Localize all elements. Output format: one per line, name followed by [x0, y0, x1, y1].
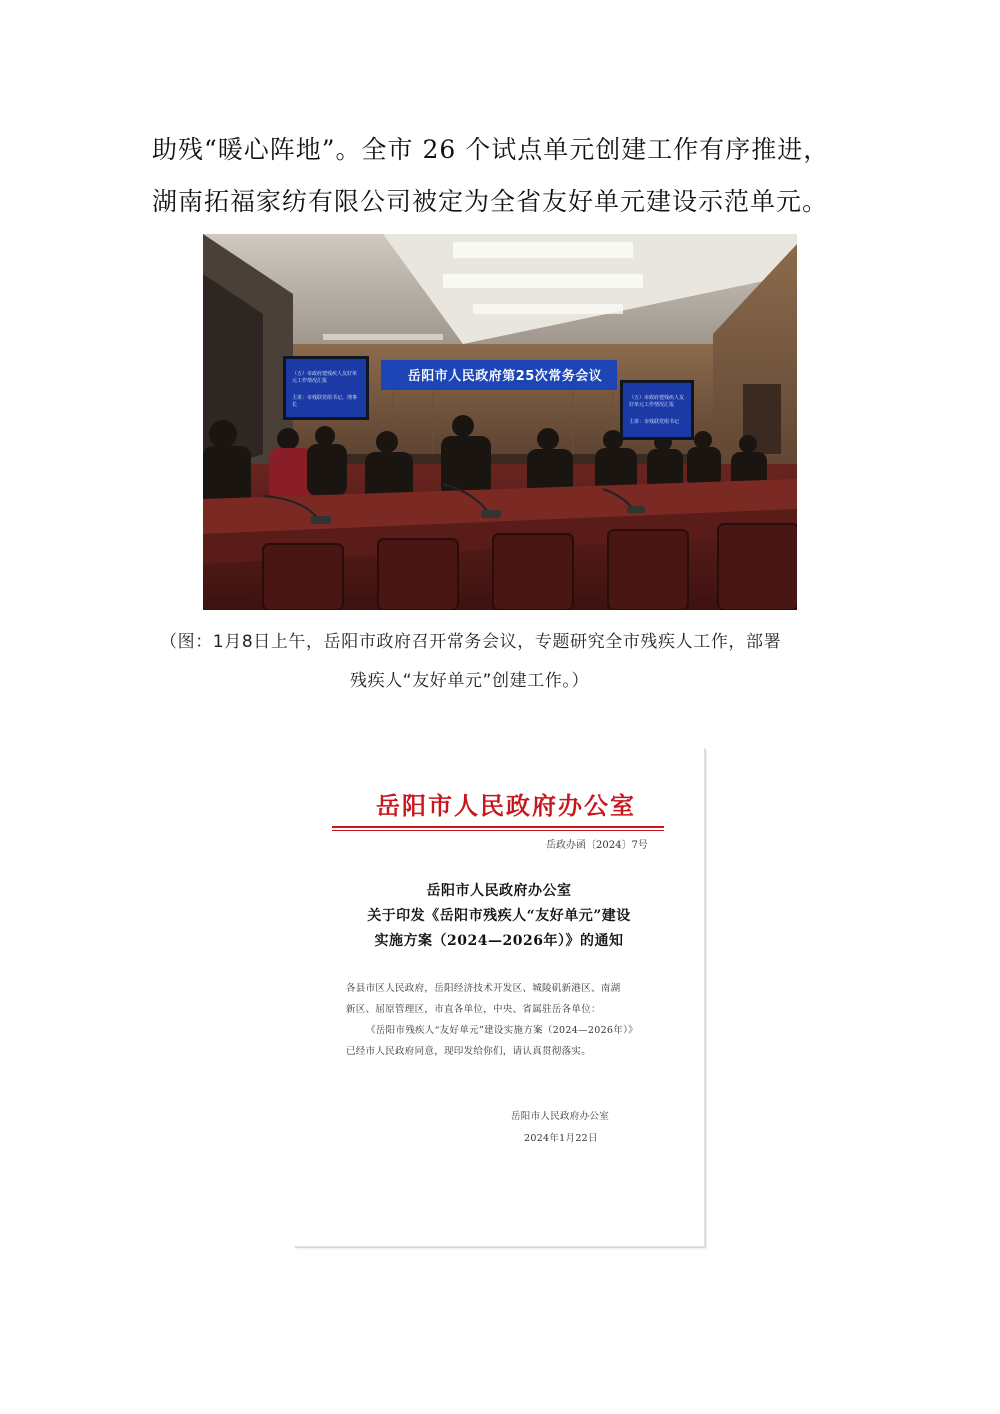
document-title-line: 实施方案（2024—2026年）》的通知	[374, 933, 624, 949]
screen-right-line: （五）市政府建残疾人友好单元工作情况汇报	[629, 395, 685, 408]
meeting-photo-drawing	[203, 234, 797, 610]
meeting-photo	[203, 234, 797, 610]
screen-left-line: （五）市政府建残疾人友好单元工作情况汇报	[292, 371, 358, 384]
document-header: 岳阳市人民政府办公室	[376, 791, 636, 820]
screen-right-line: 主讲：市残联党组书记	[629, 419, 680, 425]
document-date: 2024年1月22日	[524, 1133, 598, 1144]
header-red-rule-thin	[332, 830, 664, 831]
photo-caption-line-1: （图：1月8日上午，岳阳市政府召开常务会议，专题研究全市残疾人工作，部署	[160, 632, 782, 652]
document-body-line: 已经市人民政府同意，现印发给你们，请认真贯彻落实。	[346, 1046, 592, 1057]
document-body-line: 新区、屈原管理区，市直各单位，中央、省属驻岳各单位：	[346, 1004, 601, 1015]
document-signature: 岳阳市人民政府办公室	[511, 1111, 610, 1122]
header-red-rule	[332, 826, 664, 828]
document-title-line: 岳阳市人民政府办公室	[426, 883, 572, 899]
document-number: 岳政办函〔2024〕7号	[546, 840, 648, 851]
official-document-image	[294, 748, 705, 1247]
photo-caption-line-2: 残疾人“友好单元”创建工作。）	[350, 671, 590, 691]
document-body-line: 《岳阳市残疾人“友好单元”建设实施方案（2024—2026年）》	[366, 1025, 638, 1036]
document-body-line: 各县市区人民政府，岳阳经济技术开发区、城陵矶新港区、南湖	[346, 983, 621, 994]
screen-right	[620, 380, 694, 440]
screen-left	[283, 356, 369, 420]
body-paragraph-line-2: 湖南拓福家纺有限公司被定为全省友好单元建设示范单元。	[152, 187, 829, 216]
screen-left-line: 主讲：市残联党组书记、理事长	[292, 395, 358, 408]
body-paragraph-line-1: 助残“暖心阵地”。全市 26 个试点单元创建工作有序推进，	[152, 135, 830, 164]
meeting-banner-text: 岳阳市人民政府第25次常务会议	[407, 369, 603, 384]
document-title-line: 关于印发《岳阳市残疾人“友好单元”建设	[367, 908, 631, 924]
